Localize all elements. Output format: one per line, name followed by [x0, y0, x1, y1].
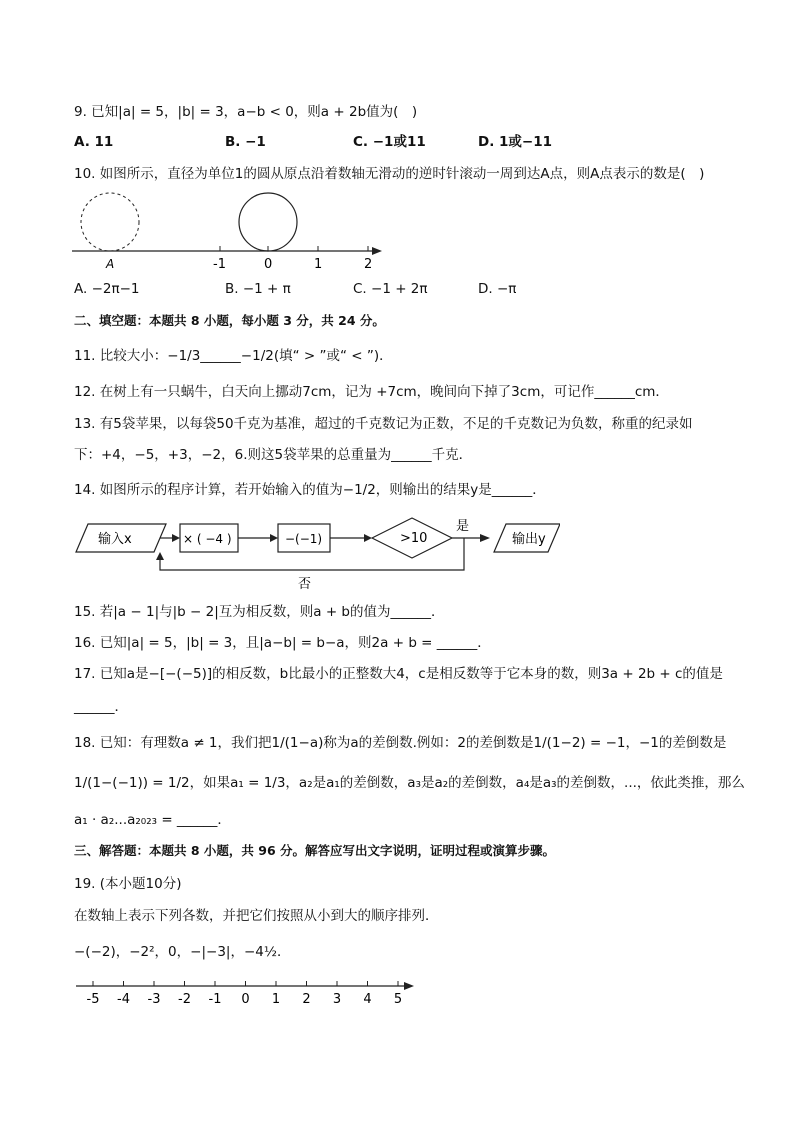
q13-line-2: 下：+4，−5，+3，−2，6.则这5袋苹果的总重量为______千克．	[74, 447, 473, 463]
q19-tick-label: -1	[208, 992, 222, 1007]
q9-option-a: A. 11	[74, 134, 114, 150]
tick-label: 1	[314, 257, 323, 272]
section-2-heading: 二、填空题：本题共 8 小题，每小题 3 分，共 24 分。	[74, 313, 385, 328]
q15-text: 15. 若|a − 1|与|b − 2|互为相反数，则a + b的值为______．	[74, 604, 445, 620]
q10-option-d: D. −π	[478, 281, 517, 297]
q13-line-1: 13. 有5袋苹果，以每袋50千克为基准，超过的千克数记为正数，不足的千克数记为负数，称重的纪录如	[74, 416, 693, 432]
input-label: 输入x	[98, 532, 132, 547]
solid-circle	[239, 193, 297, 251]
q17-line-2: ______．	[74, 699, 128, 715]
section-3-heading: 三、解答题：本题共 8 小题，共 96 分。解答应写出文字说明，证明过程或演算步骤。	[74, 843, 556, 858]
q11-text: 11. 比较大小：−1/3______−1/2(填“ > ”或“ < ”)．	[74, 348, 393, 364]
q14-text: 14. 如图所示的程序计算，若开始输入的值为−1/2，则输出的结果y是______．	[74, 482, 546, 498]
q19-tick-label: -2	[178, 992, 191, 1007]
q19-axis-arrow	[404, 982, 414, 990]
q12-text: 12. 在树上有一只蜗牛，白天向上挪动7cm，记为 +7cm，晚间向下掉了3cm，可记作______cm．	[74, 384, 669, 400]
q19-tick-label: -3	[147, 992, 161, 1007]
q10-option-a: A. −2π−1	[74, 281, 140, 297]
subtract-label: −(−1)	[285, 532, 323, 546]
q18-line-1: 18. 已知：有理数a ≠ 1，我们把1/(1−a)称为a的差倒数.例如：2的差倒数是1/(1−2) = −1，−1的差倒数是	[74, 735, 727, 751]
q10-stem: 10. 如图所示，直径为单位1的圆从原点沿着数轴无滑动的逆时针滚动一周到达A点，则A点表示的数是( )	[74, 166, 705, 182]
q19-numbers: −(−2)，−2²，0，−|−3|，−4½．	[74, 944, 291, 960]
condition-label: >10	[400, 531, 428, 546]
q9-stem: 9. 已知|a| = 5，|b| = 3，a−b < 0，则a + 2b值为( )	[74, 104, 418, 120]
q19-tick-label: 3	[332, 992, 342, 1007]
axis-arrow	[372, 247, 382, 255]
tick-label: -1	[213, 257, 226, 272]
q18-line-3: a₁ · a₂...a₂₀₂₃ = ______．	[74, 812, 231, 828]
q16-text: 16. 已知|a| = 5，|b| = 3，且|a−b| = b−a，则2a + b = ______．	[74, 635, 491, 651]
output-label: 输出y	[512, 532, 546, 547]
q9-option-c: C. −1或11	[353, 134, 426, 150]
q19-tick-label: -5	[86, 992, 100, 1007]
q10-figure	[66, 190, 396, 272]
no-label: 否	[298, 577, 312, 592]
q17-line-1: 17. 已知a是−[−(−5)]的相反数，b比最小的正整数大4，c是相反数等于它本身的数，则3a + 2b + c的值是	[74, 666, 723, 682]
tick-label: 2	[364, 257, 373, 272]
q19-tick-label: 2	[302, 992, 311, 1007]
multiply-label: × ( −4 )	[183, 532, 232, 546]
q9-option-b: B. −1	[225, 134, 266, 150]
q19-tick-label: -4	[117, 992, 130, 1007]
q19-tick-label: 5	[393, 992, 403, 1007]
q19-tick-label: 1	[271, 992, 281, 1007]
yes-label: 是	[456, 519, 470, 534]
q10-option-b: B. −1 + π	[225, 281, 291, 297]
q18-line-2: 1/(1−(−1)) = 1/2，如果a₁ = 1/3，a₂是a₁的差倒数，a₃是a₂的差倒数，a₄是a₃的差倒数，...，依此类推，那么	[74, 775, 745, 791]
dashed-circle	[81, 193, 139, 251]
q19-tick-label: 4	[363, 992, 372, 1007]
q10-option-c: C. −1 + 2π	[353, 281, 428, 297]
tick-label: 0	[264, 257, 273, 272]
q19-instruction: 在数轴上表示下列各数，并把它们按照从小到大的顺序排列．	[74, 908, 439, 924]
q19-title: 19. (本小题10分)	[74, 876, 182, 892]
q19-number-line	[70, 976, 420, 1010]
q9-option-d: D. 1或−11	[478, 134, 553, 150]
point-label-a: A	[106, 257, 115, 271]
q14-flowchart	[70, 512, 560, 592]
q19-tick-label: 0	[241, 992, 250, 1007]
